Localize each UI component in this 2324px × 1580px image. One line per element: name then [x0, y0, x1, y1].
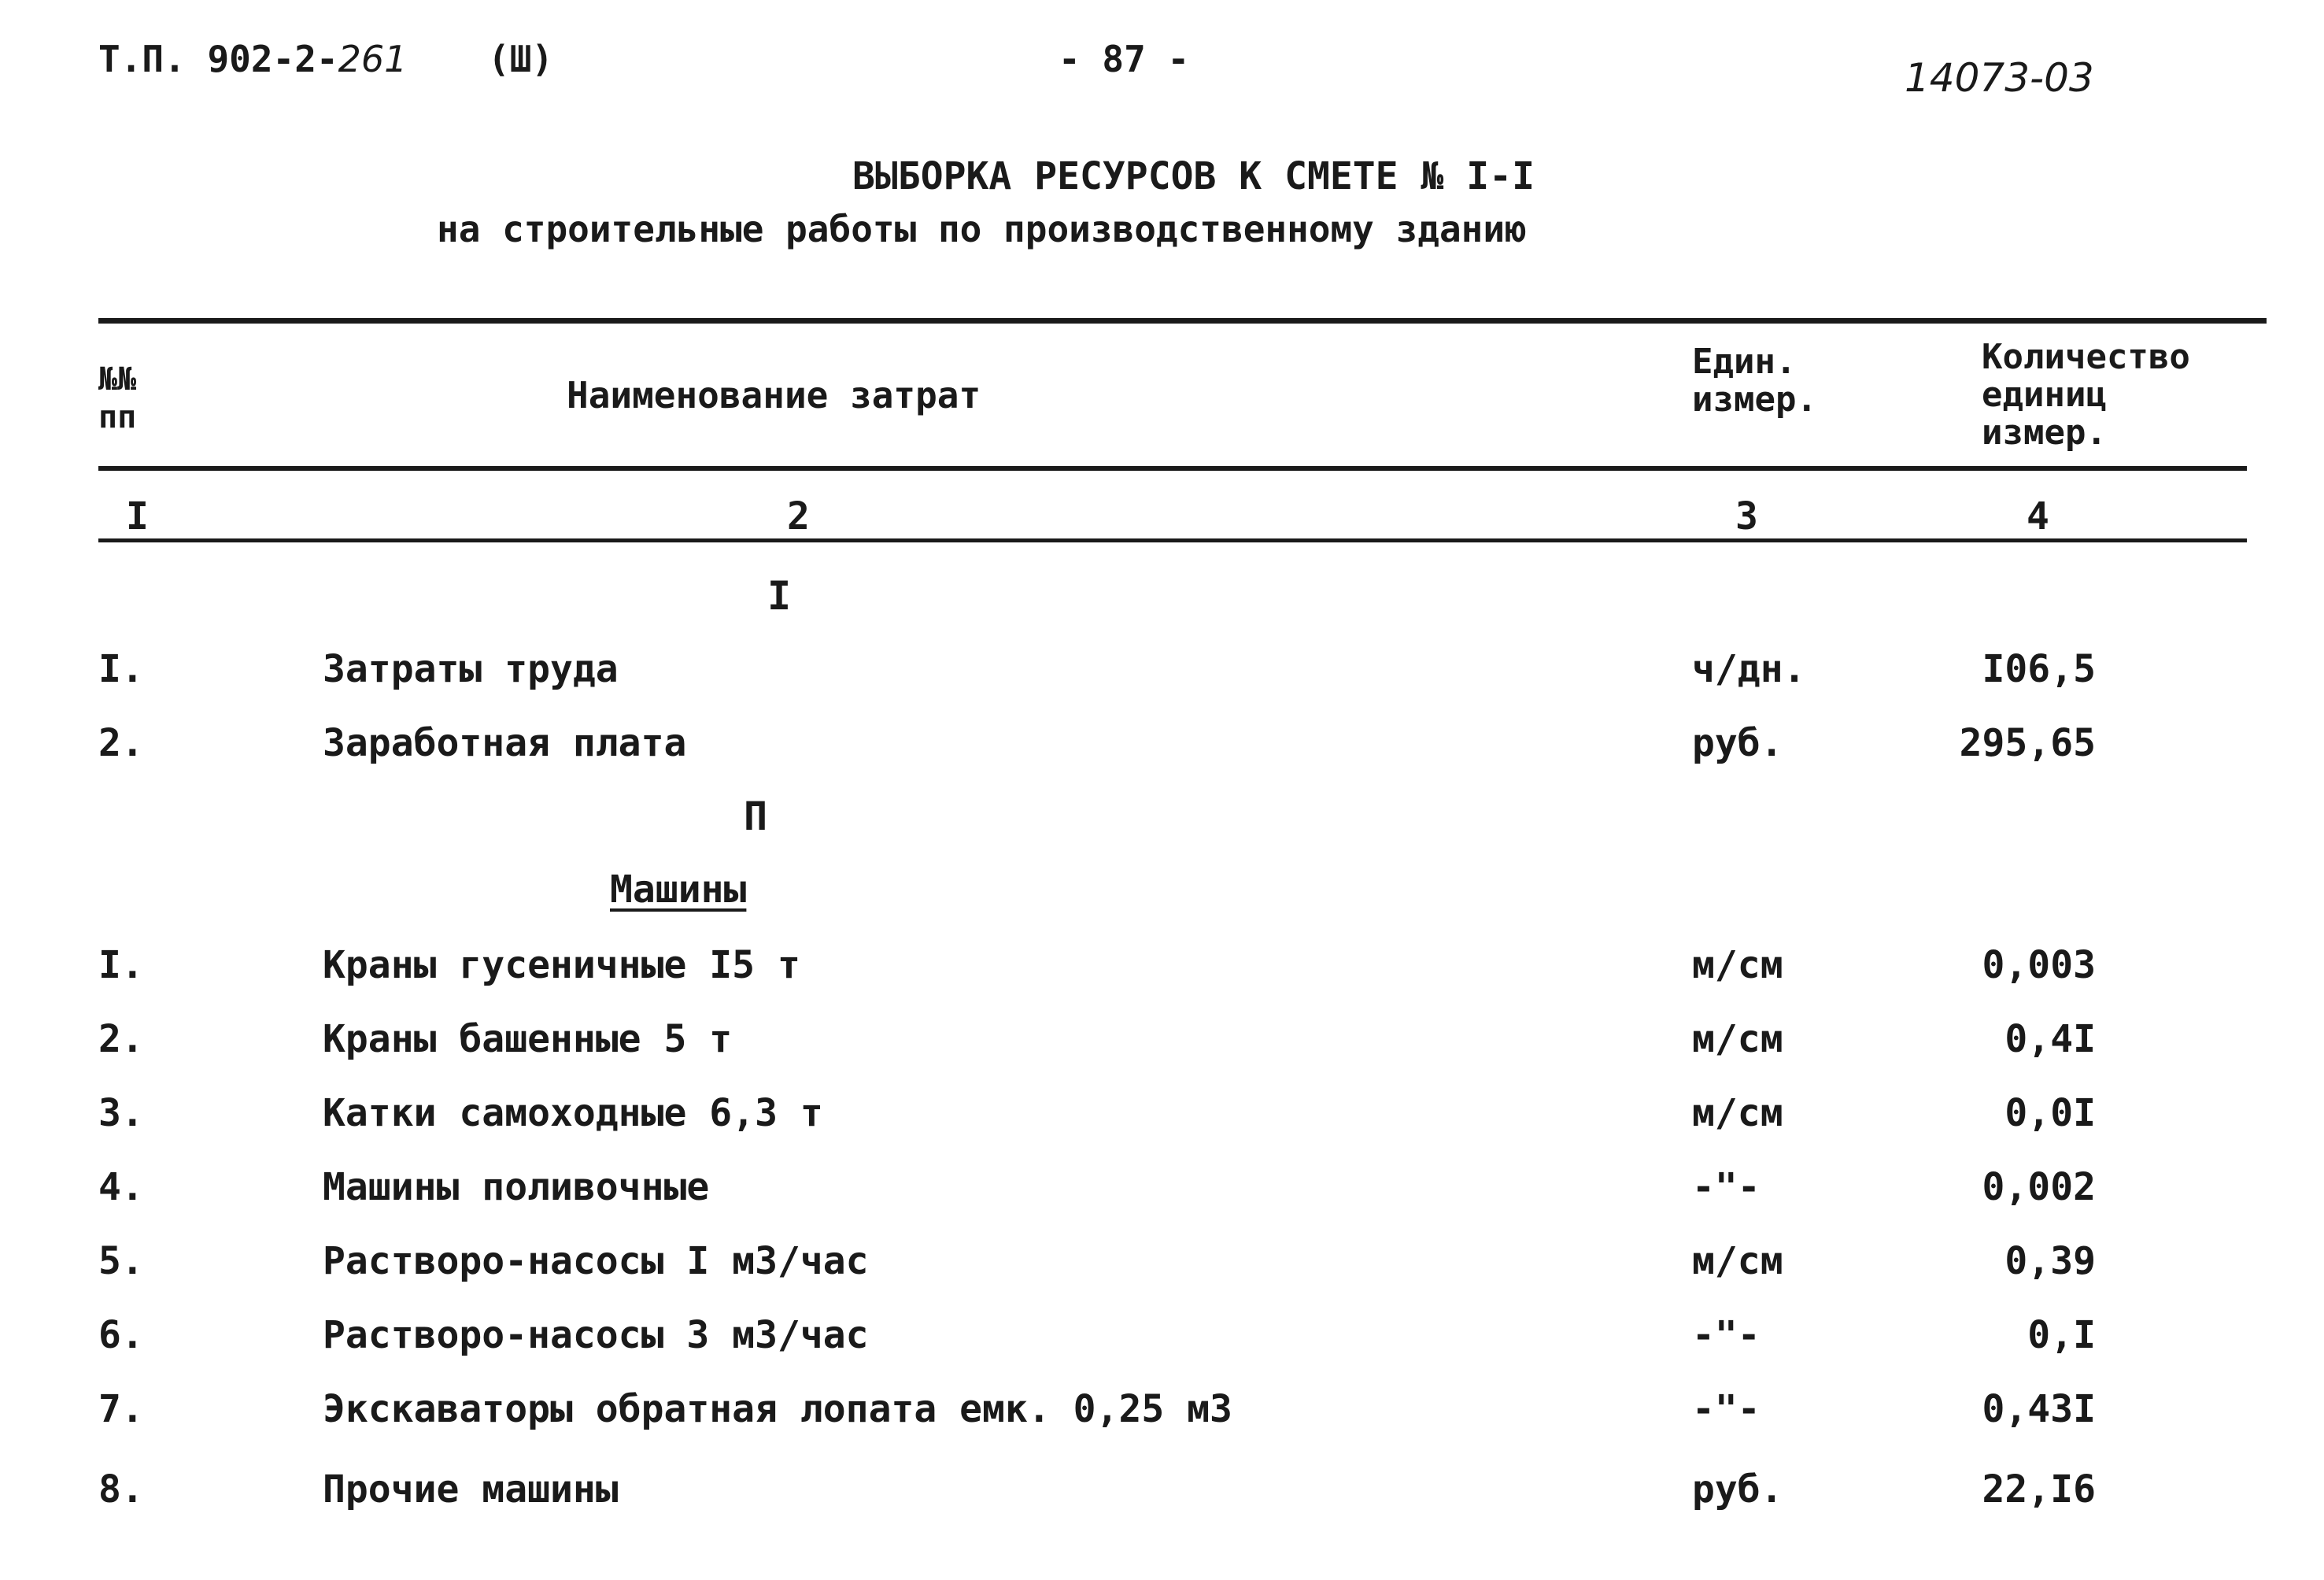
header-bottom-rule	[98, 466, 2247, 471]
table-row	[0, 1090, 2324, 1164]
header-number-line2: пп	[98, 399, 137, 435]
header-quantity-line2: единиц	[1982, 375, 2107, 415]
header-unit-line1: Един.	[1692, 342, 1797, 382]
header-unit-line2: измер.	[1692, 379, 1817, 420]
document-code	[98, 38, 407, 80]
row-name: Растворо-насосы I м3/час	[323, 1239, 869, 1283]
row-number: 2.	[98, 721, 144, 765]
header-quantity-line3: измер.	[1982, 413, 2107, 453]
row-unit: м/см	[1692, 1239, 1783, 1283]
page-number: - 87 -	[1059, 38, 1190, 80]
row-quantity: 22,I6	[1982, 1467, 2096, 1512]
row-number: I.	[98, 647, 144, 691]
row-name: Катки самоходные 6,3 т	[323, 1091, 823, 1135]
row-name: Растворо-насосы 3 м3/час	[323, 1313, 869, 1357]
row-quantity: 0,4I	[2004, 1017, 2096, 1061]
row-number: 8.	[98, 1467, 144, 1512]
table-row	[0, 720, 2324, 794]
row-unit: м/см	[1692, 943, 1783, 987]
row-quantity: 0,39	[2004, 1239, 2096, 1283]
row-quantity: 0,I	[2027, 1313, 2096, 1357]
row-unit: ч/дн.	[1692, 647, 1806, 691]
row-quantity: 0,0I	[2004, 1091, 2096, 1135]
row-quantity: 0,43I	[1982, 1387, 2096, 1431]
row-name: Краны гусеничные I5 т	[323, 943, 800, 987]
document-code-printed: Т.П. 902-2-	[98, 38, 338, 80]
row-name: Затраты труда	[323, 647, 619, 691]
section-subheading: Машины	[610, 868, 747, 912]
row-number: 7.	[98, 1387, 144, 1431]
header-number	[98, 361, 136, 436]
row-name: Машины поливочные	[323, 1165, 710, 1209]
section-label-2: П	[744, 794, 768, 839]
document-code-handwritten: 261	[338, 38, 408, 80]
row-quantity: I06,5	[1982, 647, 2096, 691]
table-row	[0, 1016, 2324, 1090]
column-number-1: I	[126, 494, 149, 538]
table-row	[0, 1386, 2324, 1460]
table-row	[0, 646, 2324, 720]
row-quantity: 295,65	[1959, 721, 2096, 765]
document-title: ВЫБОРКА РЕСУРСОВ К СМЕТЕ № I-I	[852, 154, 1535, 198]
row-name: Краны башенные 5 т	[323, 1017, 733, 1061]
table-row	[0, 942, 2324, 1016]
row-number: I.	[98, 943, 144, 987]
table-row	[0, 1164, 2324, 1238]
row-name: Заработная плата	[323, 721, 687, 765]
header-number-line1: №№	[98, 361, 137, 398]
header-quantity-line1: Количество	[1982, 337, 2190, 377]
table-row	[0, 1466, 2324, 1540]
row-number: 2.	[98, 1017, 144, 1061]
column-number-3: 3	[1735, 494, 1758, 538]
table-row	[0, 1238, 2324, 1312]
row-number: 4.	[98, 1165, 144, 1209]
column-number-4: 4	[2027, 494, 2049, 538]
row-quantity: 0,002	[1982, 1165, 2096, 1209]
row-number: 6.	[98, 1313, 144, 1357]
row-name: Экскаваторы обратная лопата емк. 0,25 м3	[323, 1387, 1232, 1431]
column-number-rule	[98, 538, 2247, 542]
row-quantity: 0,003	[1982, 943, 2096, 987]
row-unit: -"-	[1692, 1313, 1761, 1357]
archive-number: 14073-03	[1905, 55, 2094, 101]
row-unit: руб.	[1692, 721, 1783, 765]
row-unit: -"-	[1692, 1165, 1761, 1209]
row-number: 5.	[98, 1239, 144, 1283]
row-unit: -"-	[1692, 1387, 1761, 1431]
header-quantity	[1982, 339, 2190, 452]
row-name: Прочие машины	[323, 1467, 619, 1512]
row-unit: м/см	[1692, 1091, 1783, 1135]
table-top-rule	[98, 318, 2267, 324]
column-number-2: 2	[787, 494, 810, 538]
volume-mark: (Ш)	[488, 38, 554, 80]
section-label-1: I	[767, 573, 792, 619]
document-subtitle: на строительные работы по производственному зданию	[437, 208, 1527, 250]
header-name: Наименование затрат	[567, 374, 981, 416]
row-unit: руб.	[1692, 1467, 1783, 1512]
row-unit: м/см	[1692, 1017, 1783, 1061]
header-unit	[1692, 343, 1817, 419]
table-row	[0, 1312, 2324, 1386]
row-number: 3.	[98, 1091, 144, 1135]
